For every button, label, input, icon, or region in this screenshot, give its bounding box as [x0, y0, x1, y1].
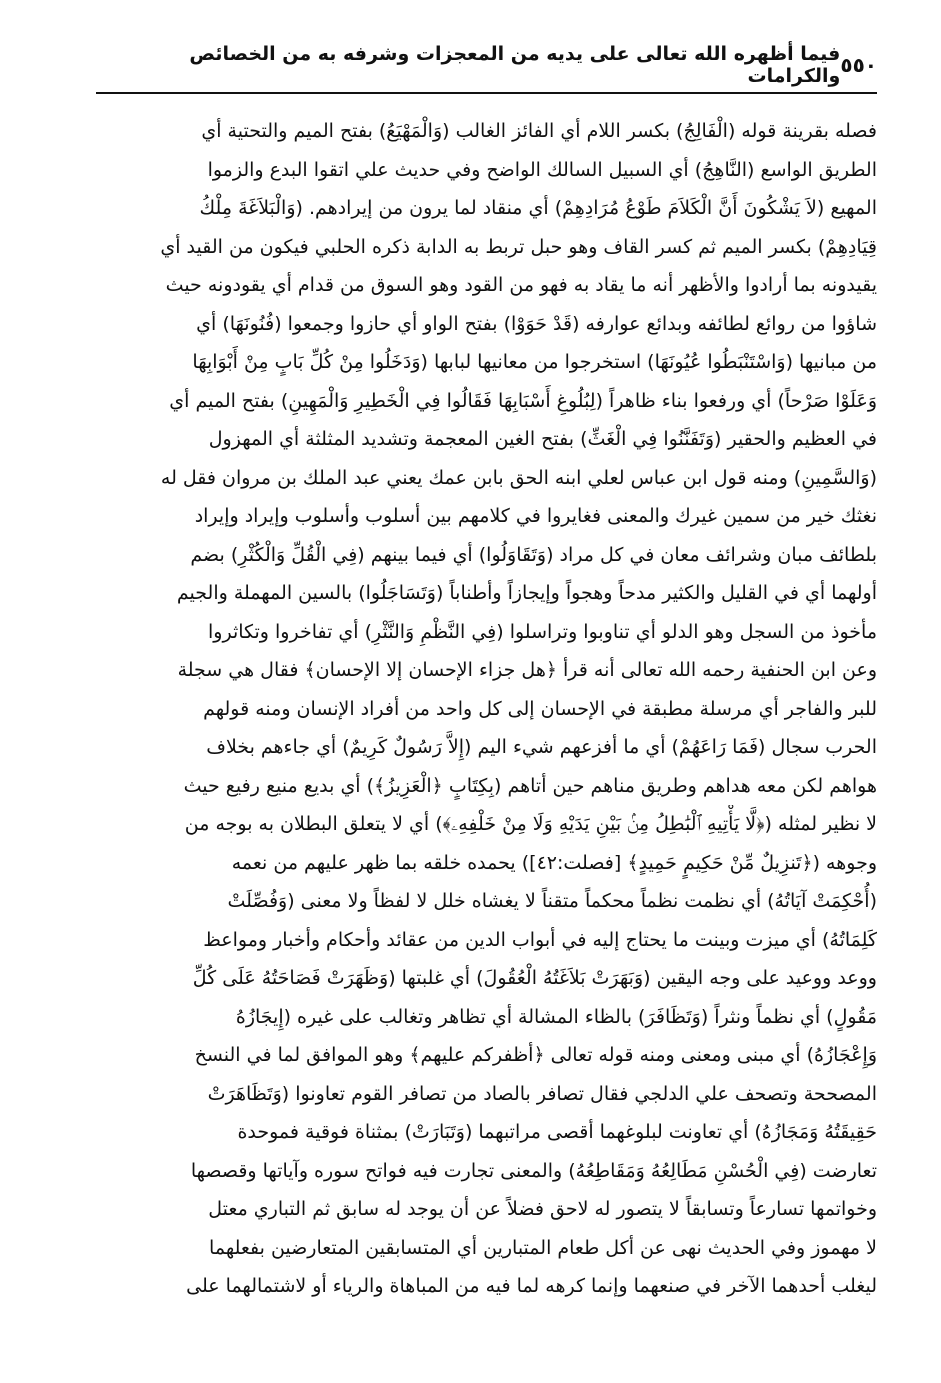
text-line: شاؤوا من روائع لطائفه وبدائع عوارفه (قَدْ حَوَوْا) بفتح الواو أي حازوا وجمعوا (فُنُونَهَا) أي — [196, 312, 877, 335]
text-line: وخواتمها تسارعاً وتسابقاً لا يتصور له لاحق فضلاً عن أن يوجد له سابق ثم التباري معتل — [208, 1198, 877, 1220]
text-line: وَعَلَوْا صَرْحاً) أي ورفعوا بناء ظاهراً (لِبُلُوغِ أَسْبَابِهَا فَقَالُوا فِي الْخَطِيرِ وَالْمَهِينِ) بفتح الميم أي — [169, 389, 877, 412]
text-line: (وَالسَّمِينِ) ومنه قول ابن عباس لعلي ابنه الحق بابن عمك يعني عبد الملك بن مروان فقل له — [160, 466, 877, 489]
text-line: حَقِيقَتُهُ وَمَجَازُهُ) أي تعاونت لبلوغهما أقصى مراتبهما (وَتَبَارَتْ) بمثناة فوقية فموحدة — [237, 1121, 877, 1143]
text-line: مَقُولٍ) أي نظماً ونثراً (وَتَظَافَرَ) بالظاء المشالة أي تظاهر وتغالب على غيره (إِيجَازُهُ — [235, 1005, 877, 1028]
text-line: ليغلب أحدهما الآخر في صنعهما وإنما كرهه لما فيه من المباهاة والرياء أو لاشتمالهما على — [186, 1275, 877, 1297]
text-line: وَإِعْجَازُهُ) أي مبنى ومعنى ومنه قوله تعالى ﴿أظفركم عليهم﴾ وهو الموافق لما في النسخ — [194, 1044, 877, 1066]
text-line: كَلِمَاتُهُ) أي ميزت وبينت ما يحتاج إليه في أبواب الدين من عقائد وأحكام وأخبار ومواعظ — [203, 928, 877, 951]
text-line: بلطائف مبان وشرائف معان في كل مراد (وَتَقَاوَلُوا) أي فيما بينهم (فِي الْقُلِّ وَالْكُثْرِ) بضم — [190, 543, 877, 566]
text-line: للبر والفاجر أي مرسلة مطبقة في الإحسان إلى كل واحد من أفراد الإنسان ومنه قولهم — [203, 697, 877, 720]
text-line: الحرب سجال (فَمَا رَاعَهُمْ) أي ما أفزعهم شيء اليم (إِلاَّ رَسُولٌ كَرِيمٌ) أي جاءهم بخلاف — [206, 736, 877, 758]
body-text — [96, 112, 877, 1362]
text-line: تعارضت (فِي الْحُسْنِ مَطَالِعُهُ وَمَقَاطِعُهُ) والمعنى تجارت فيه فواتح سوره وآياتها وقصصها — [190, 1159, 877, 1182]
header-rule — [96, 92, 877, 94]
text-line: ووعد ووعيد على وجه اليقين (وَبَهَرَتْ بَلاَغَتُهُ الْعُقُولَ) أي غلبتها (وَظَهَرَتْ فَصَاحَتُهُ عَلَى كُلِّ — [192, 967, 877, 989]
text-line: من مبانيها (وَاسْتَنْبَطُوا عُيُونَهَا) استخرجوا من معانيها لبابها (وَدَخَلُوا مِنْ كُلِّ بَابٍ مِنْ أَبْوَابِهَا — [192, 351, 877, 373]
text-line: لا مهموز وفي الحديث نهى عن أكل طعام المتبارين أي المتسابقين المتعارضين بفعلهما — [209, 1236, 877, 1259]
page-number: ٥٥٠ — [840, 53, 877, 77]
text-line: قِيَادِهِمْ) بكسر الميم ثم كسر القاف وهو حبل تربط به الدابة ذكره الحلبي فيكون من القيد أي — [160, 235, 877, 258]
text-line: في العظيم والحقير (وَتَفَنَّنُوا فِي الْغَثِّ) بفتح الغين المعجمة وتشديد المثلثة أي المهزول — [208, 428, 877, 450]
text-line: فصله بقرينة قوله (الْفَالِجُ) بكسر اللام أي الفائز الغالب (وَالْمَهْيَعُ) بفتح الميم والتحتية أي — [201, 120, 877, 142]
text-line: المهيع (لاَ يَشْكُونَ أَنَّ الْكَلاَمَ طَوْعُ مُرَادِهِمْ) أي منقاد لما يرون من إيرادهم. (وَالْبَلاَغَةَ مِلْكُ — [199, 197, 877, 219]
text-line: وجوهه (﴿تَنزِيلٌ مِّنْ حَكِيمٍ حَمِيدٍ﴾ [فصلت:٤٢]) يحمده خلقه بما ظهر عليهم من نعمه — [231, 851, 877, 874]
text-line: الطريق الواسع (النَّاهِجُ) أي السبيل السالك الواضح وفي حديث علي اتقوا البدع والزموا — [207, 158, 877, 181]
text-line: نغثك خير من سمين غيرك والمعنى فغايروا في كلامهم بين أسلوب وأسلوب وإيراد وإيراد — [194, 505, 877, 527]
text-line: المصححة وتصحف علي الدلجي فقال تصافر بالصاد من تصافر القوم تعاونوا (وَتَظَاهَرَتْ — [207, 1082, 877, 1105]
running-title: فيما أظهره الله تعالى على يديه من المعجزات وشرفه به من الخصائص والكرامات — [189, 43, 841, 87]
text-line: وعن ابن الحنفية رحمه الله تعالى أنه قرأ ﴿هل جزاء الإحسان إلا الإحسان﴾ فقال هي سجلة — [177, 659, 877, 681]
text-line: هواهم لكن معه هداهم وطريق مناهم حين أتاهم (بِكِتَابٍ ﴿الْعَزِيزُ﴾) أي بديع منيع رفيع حيث — [183, 774, 877, 797]
text-line: أولهما أي في القليل والكثير مدحاً وهجواً وإيجازاً وأطناباً (وَتَسَاجَلُوا) بالسين المهملة والجيم — [176, 582, 877, 604]
text-line: لا نظير لمثله (﴿لَّا يَأْتِيهِ ٱلْبَٰطِلُ مِنۢ بَيْنِ يَدَيْهِ وَلَا مِنْ خَلْفِهِۦ﴾) أي لا يتعلق البطلان به بوجه من — [184, 813, 877, 835]
page-header — [96, 44, 877, 86]
text-line: (أُحْكِمَتْ آيَاتُهُ) أي نظمت نظماً محكماً متقناً لا يغشاه خلل لا لفظاً ولا معنى (وَفُصِّلَتْ — [227, 890, 877, 912]
text-line: مأخوذ من السجل وهو الدلو أي تناوبوا وتراسلوا (فِي النَّظْمِ وَالنَّثْرِ) أي تفاخروا وتكاثروا — [208, 620, 877, 643]
text-line: يقيدونه بما أرادوا والأظهر أنه ما يقاد به فهو من القود وهو السوق من قدام أي يقودونه حيث — [165, 274, 877, 296]
